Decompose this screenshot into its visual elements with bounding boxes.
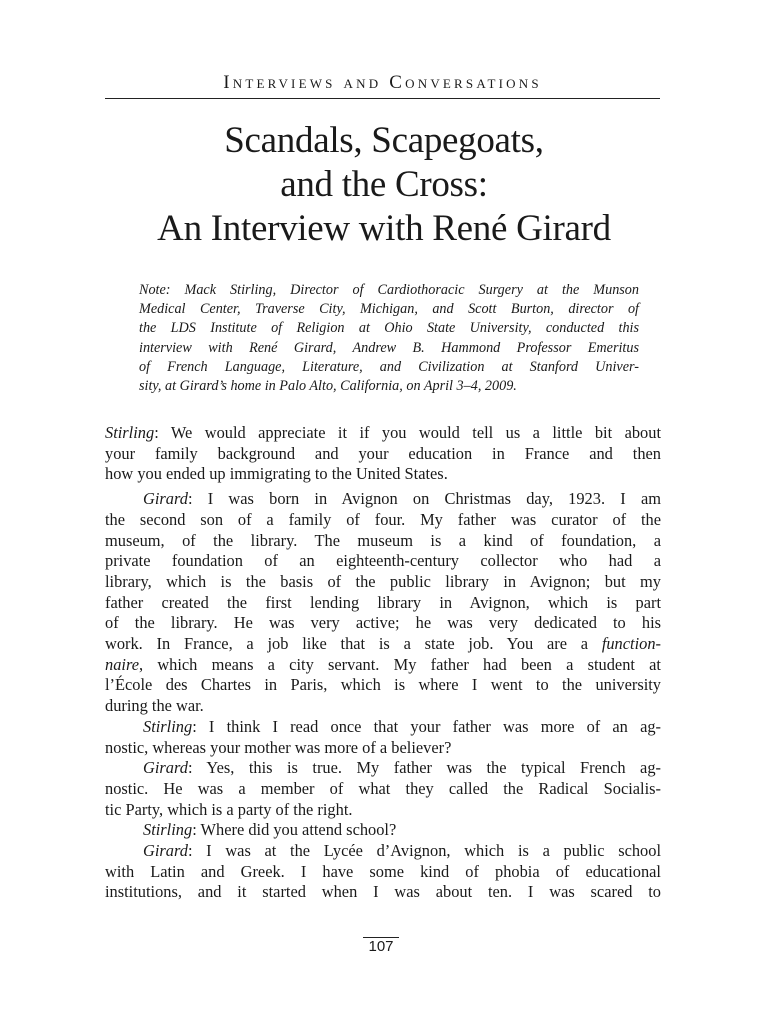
speaker-name: Girard: [143, 841, 188, 861]
body-line: l’École des Chartes in Paris, which is where I went to the university: [105, 675, 661, 695]
title-line-1: Scandals, Scapegoats,: [224, 120, 544, 161]
speaker-name: Stirling: [143, 820, 193, 840]
body-line: Girard: I was born in Avignon on Christmas day, 1923. I am: [143, 489, 661, 509]
speaker-name: Girard: [143, 489, 188, 509]
speaker-name: Girard: [143, 758, 188, 778]
body-line: the second son of a family of four. My father was curator of the: [105, 509, 661, 529]
body-line: Stirling: I think I read once that your father was more of an ag-: [143, 716, 661, 736]
body-line: naire, which means a city servant. My father had been a student at: [105, 654, 661, 674]
speaker-name: Stirling: [143, 716, 193, 736]
body-line: with Latin and Greek. I have some kind of phobia of educational: [105, 861, 661, 881]
body-line: nostic, whereas your mother was more of a believer?: [105, 737, 452, 757]
note-line: the LDS Institute of Religion at Ohio State University, conducted this: [139, 320, 639, 337]
body-line: museum, of the library. The museum is a kind of foundation, a: [105, 530, 661, 550]
body-line: during the war.: [105, 696, 204, 716]
article-title: [90, 119, 678, 251]
body-line: work. In France, a job like that is a state job. You are a function-: [105, 634, 661, 654]
body-line: institutions, and it started when I was about ten. I was scared to: [105, 882, 661, 902]
interview-body: [105, 423, 661, 903]
title-line-3: An Interview with René Girard: [157, 208, 611, 249]
body-line: library, which is the basis of the public library in Avignon; but my: [105, 571, 661, 591]
note-line: sity, at Girard’s home in Palo Alto, California, on April 3–4, 2009.: [139, 378, 517, 395]
note-line: Note: Mack Stirling, Director of Cardiothoracic Surgery at the Munson: [139, 282, 639, 298]
title-line-2: and the Cross:: [280, 164, 488, 205]
body-line: nostic. He was a member of what they called the Radical Socialis-: [105, 778, 661, 798]
note-line: of French Language, Literature, and Civilization at Stanford Univer-: [139, 358, 639, 375]
body-line: Stirling: Where did you attend school?: [143, 820, 397, 840]
body-line: your family background and your education in France and then: [105, 443, 661, 463]
note-line: Medical Center, Traverse City, Michigan, and Scott Burton, director of: [139, 301, 639, 318]
body-line: Girard: Yes, this is true. My father was the typical French ag-: [143, 758, 661, 778]
body-line: Girard: I was at the Lycée d’Avignon, which is a public school: [143, 841, 661, 861]
running-header: Interviews and Conversations: [223, 72, 542, 93]
body-line: how you ended up immigrating to the United States.: [105, 464, 448, 484]
body-line: father created the first lending library in Avignon, which is part: [105, 592, 661, 612]
editorial-note: [139, 281, 639, 396]
header-rule: [105, 98, 660, 99]
speaker-name: Stirling: [105, 423, 155, 442]
body-line: Stirling: We would appreciate it if you would tell us a little bit about: [105, 423, 661, 442]
body-line: private foundation of an eighteenth-century collector who had a: [105, 551, 661, 571]
page-number: 107: [368, 938, 394, 955]
note-line: interview with René Girard, Andrew B. Hammond Professor Emeritus: [139, 339, 639, 356]
body-line: tic Party, which is a party of the right.: [105, 799, 353, 819]
body-line: of the library. He was very active; he was very dedicated to his: [105, 613, 661, 633]
